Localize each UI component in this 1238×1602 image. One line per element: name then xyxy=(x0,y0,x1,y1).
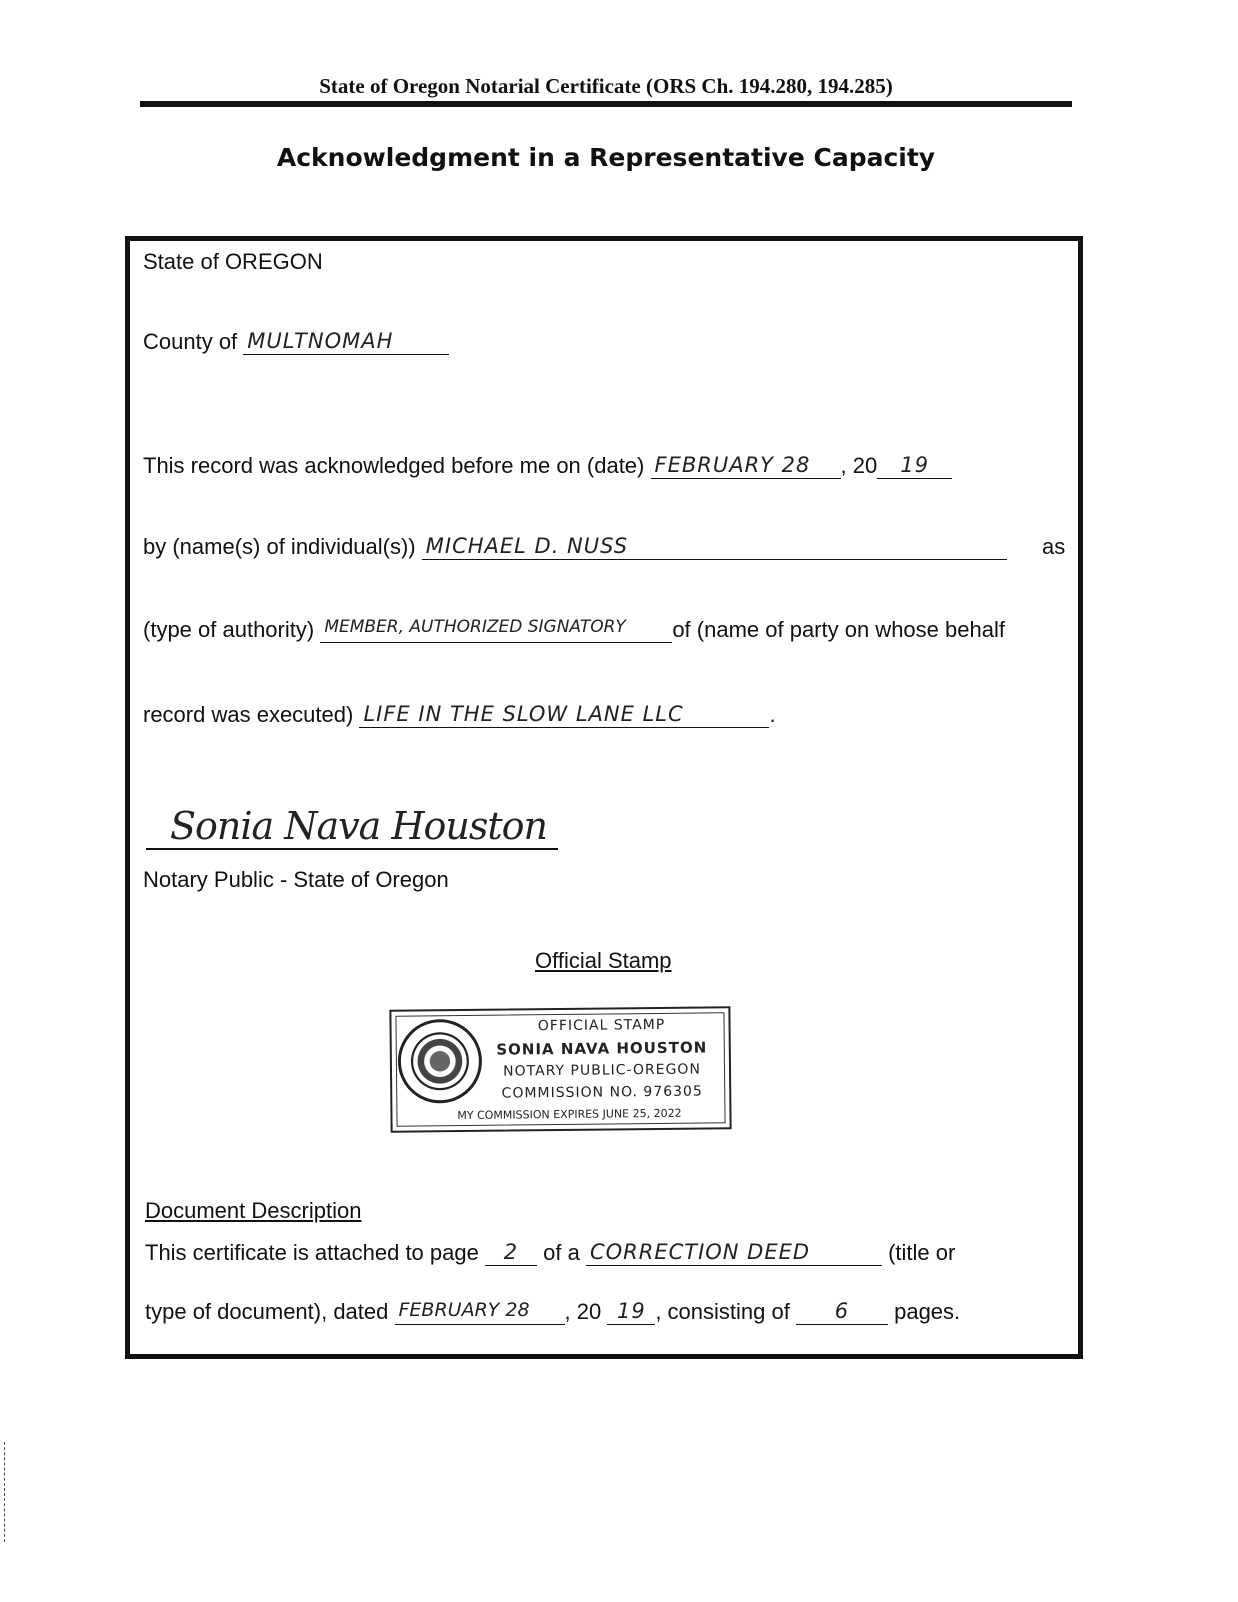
ack-label: This record was acknowledged before me on (date) xyxy=(143,453,645,478)
document-title-field[interactable]: CORRECTION DEED xyxy=(586,1240,882,1266)
certificate-subtitle: Acknowledgment in a Representative Capacity xyxy=(276,143,936,172)
notary-label: Notary Public - State of Oregon xyxy=(143,867,449,892)
stamp-line-4: COMMISSION NO. 976305 xyxy=(501,1083,703,1102)
individual-line xyxy=(143,534,1007,560)
stamp-line-5: MY COMMISSION EXPIRES JUNE 25, 2022 xyxy=(457,1106,682,1123)
stamp-line-1: OFFICIAL STAMP xyxy=(537,1016,666,1035)
ack-year-field[interactable]: 19 xyxy=(877,453,952,479)
pages-label: pages. xyxy=(894,1299,961,1324)
official-stamp xyxy=(389,1006,731,1133)
page-field[interactable]: 2 xyxy=(485,1240,537,1266)
document-date-field[interactable]: FEBRUARY 28 xyxy=(395,1299,565,1325)
individual-field[interactable]: MICHAEL D. NUSS xyxy=(422,534,1007,560)
ack-date-field[interactable]: FEBRUARY 28 xyxy=(651,453,841,479)
consisting-label: , consisting of xyxy=(655,1299,790,1324)
stamp-line-3: NOTARY PUBLIC-OREGON xyxy=(503,1061,701,1080)
ack-line xyxy=(143,453,952,479)
oregon-seal-icon xyxy=(397,1019,482,1104)
document-description-label: Document Description xyxy=(145,1198,362,1223)
scan-edge-marks xyxy=(4,1442,7,1542)
as-label: as xyxy=(1042,534,1066,559)
dated-line xyxy=(145,1299,960,1325)
county-line xyxy=(143,329,449,355)
of-label: of (name of party on whose behalf xyxy=(672,617,1005,642)
pages-count-field[interactable]: 6 xyxy=(796,1299,888,1325)
of-a-label: of a xyxy=(543,1240,580,1265)
county-label: County of xyxy=(143,329,238,354)
record-label: record was executed) xyxy=(143,702,354,727)
attached-label: This certificate is attached to page xyxy=(145,1240,479,1265)
signature-line xyxy=(146,848,558,850)
header-rule xyxy=(140,101,1072,107)
county-field[interactable]: MULTNOMAH xyxy=(243,329,449,355)
period: . xyxy=(769,702,776,727)
ack-year-prefix: , 20 xyxy=(840,453,878,478)
title-or-label: (title or xyxy=(888,1240,956,1265)
certificate-box xyxy=(125,236,1083,1359)
doc-year-prefix: , 20 xyxy=(564,1299,602,1324)
type-label: type of document), dated xyxy=(145,1299,389,1324)
state-line: State of OREGON xyxy=(143,249,323,274)
authority-field[interactable]: MEMBER, AUTHORIZED SIGNATORY xyxy=(320,617,672,643)
authority-label: (type of authority) xyxy=(143,617,315,642)
party-field[interactable]: LIFE IN THE SLOW LANE LLC xyxy=(359,702,769,728)
notary-signature: Sonia Nava Houston xyxy=(170,804,547,848)
attached-line xyxy=(145,1240,955,1266)
authority-line xyxy=(143,617,1005,643)
by-label: by (name(s) of individual(s)) xyxy=(143,534,416,559)
stamp-line-2: SONIA NAVA HOUSTON xyxy=(496,1038,708,1059)
document-year-field[interactable]: 19 xyxy=(607,1299,655,1325)
party-line xyxy=(143,702,776,728)
official-stamp-label: Official Stamp xyxy=(535,948,672,973)
certificate-header-title: State of Oregon Notarial Certificate (ORS Ch. 194.280, 194.285) xyxy=(319,74,893,98)
